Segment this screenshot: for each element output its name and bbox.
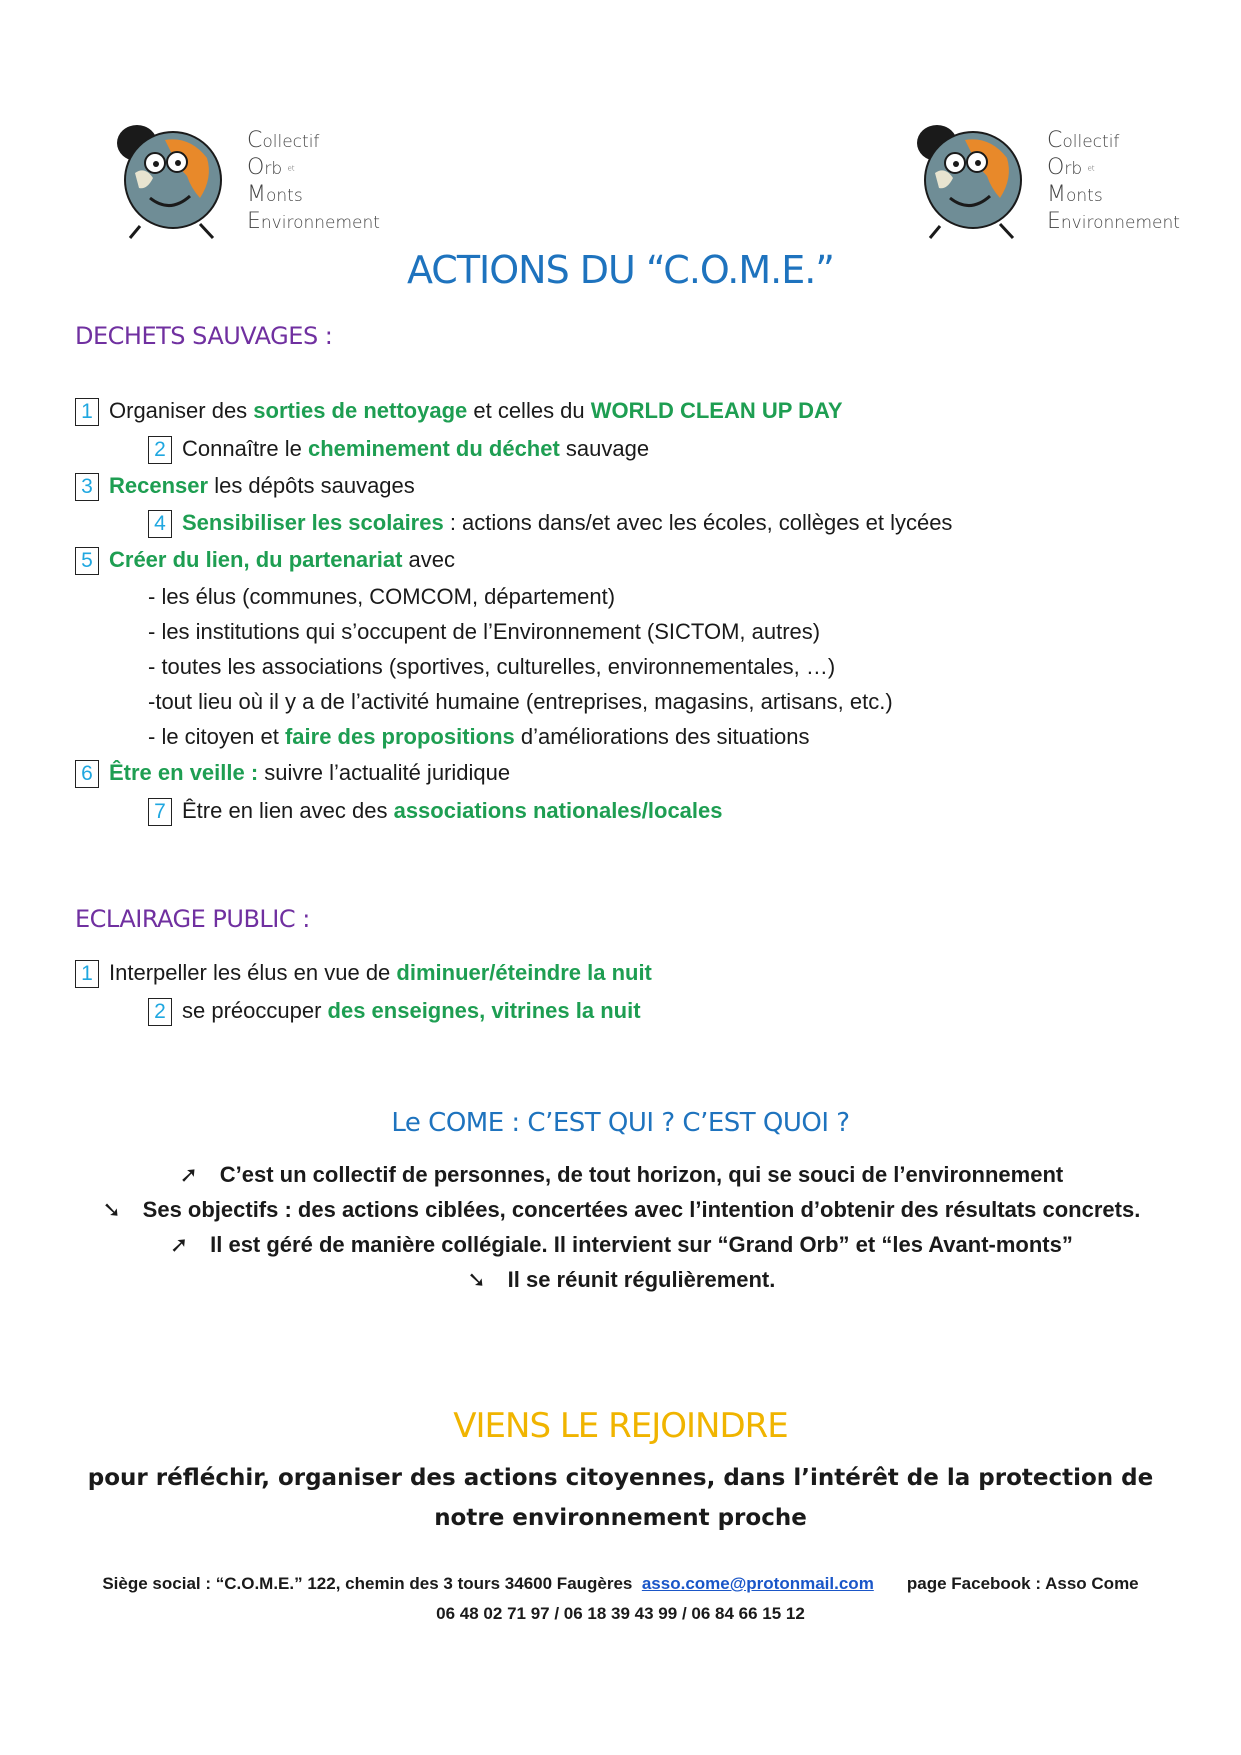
footer-phones: 06 48 02 71 97 / 06 18 39 43 99 / 06 84 66 15 12 (436, 1604, 805, 1623)
partner-line: - les institutions qui s’occupent de l’Environnement (SICTOM, autres) (148, 619, 821, 644)
list-item: 4 Sensibiliser les scolaires : actions dans/et avec les écoles, collèges et lycées (148, 508, 952, 538)
partner-line: -tout lieu où il y a de l’activité humaine (entreprises, magasins, artisans, etc.) (148, 689, 893, 714)
about-bullet: ➘ Il se réunit régulièrement. (467, 1267, 776, 1292)
partner-line: - les élus (communes, COMCOM, département) (148, 584, 616, 609)
about-heading: Le COME : C’EST QUI ? C’EST QUOI ? (391, 1108, 850, 1138)
arrow-up-right-icon: ➚ (179, 1162, 198, 1187)
logo-left (95, 118, 380, 240)
about-bullet: ➚ Il est géré de manière collégiale. Il intervient sur “Grand Orb” et “les Avant-monts” (169, 1232, 1073, 1257)
facebook-text: page Facebook : Asso Come (906, 1574, 1139, 1593)
item-number: 1 (75, 398, 99, 426)
item-number: 2 (148, 998, 172, 1026)
item-number: 3 (75, 473, 99, 501)
about-bullet: ➘ Ses objectifs : des actions ciblées, concertées avec l’intention d’obtenir des résultats concrets. (102, 1197, 1141, 1222)
logo-text: Collectif Orb et Monts Environnement (247, 128, 380, 234)
list-item: 2 se préoccuper des enseignes, vitrines la nuit (148, 996, 641, 1026)
arrow-down-right-icon: ➘ (467, 1267, 486, 1292)
list-item: 6 Être en veille : suivre l’actualité juridique (75, 758, 510, 788)
email-link[interactable]: asso.come@protonmail.com (641, 1574, 874, 1593)
list-item: 3 Recenser les dépôts sauvages (75, 471, 415, 501)
item-number: 4 (148, 510, 172, 538)
page-title: ACTIONS DU “C.O.M.E.” (406, 248, 834, 292)
list-item: 7 Être en lien avec des associations nationales/locales (148, 796, 723, 826)
logo-right (895, 118, 1180, 240)
about-bullet: ➚ C’est un collectif de personnes, de tout horizon, qui se souci de l’environnement (179, 1162, 1064, 1187)
partner-line: - toutes les associations (sportives, culturelles, environnementales, …) (148, 654, 836, 679)
item-number: 1 (75, 960, 99, 988)
item-number: 7 (148, 798, 172, 826)
footer-address: Siège social : “C.O.M.E.” 122, chemin des 3 tours 34600 Faugères asso.come@protonmail.com page Facebook : Asso Come (102, 1574, 1139, 1593)
item-number: 2 (148, 436, 172, 464)
join-text: pour réfléchir, organiser des actions citoyennes, dans l’intérêt de la protection de notre environnement proche (87, 1465, 1154, 1531)
globe-mascot-icon (95, 118, 235, 240)
list-item: 2 Connaître le cheminement du déchet sauvage (148, 434, 649, 464)
list-item: 5 Créer du lien, du partenariat avec (75, 545, 455, 575)
item-number: 5 (75, 547, 99, 575)
globe-mascot-icon (895, 118, 1035, 240)
logo-text: Collectif Orb et Monts Environnement (1047, 128, 1180, 234)
section-heading-dechets: DECHETS SAUVAGES : (75, 322, 333, 350)
arrow-down-right-icon: ➘ (102, 1197, 121, 1222)
join-heading: VIENS LE REJOINDRE (453, 1406, 788, 1446)
partner-line: - le citoyen et faire des propositions d’améliorations des situations (148, 724, 810, 749)
list-item: 1 Interpeller les élus en vue de diminuer/éteindre la nuit (75, 958, 652, 988)
section-heading-eclairage: ECLAIRAGE PUBLIC : (75, 905, 310, 933)
arrow-up-right-icon: ➚ (169, 1232, 189, 1257)
item-number: 6 (75, 760, 99, 788)
list-item: 1 Organiser des sorties de nettoyage et celles du WORLD CLEAN UP DAY (75, 396, 843, 426)
